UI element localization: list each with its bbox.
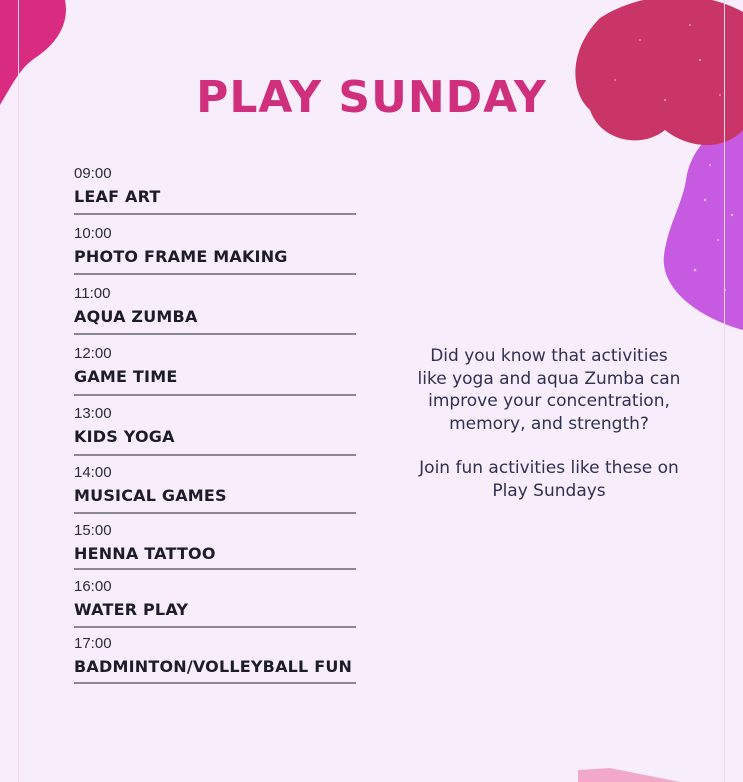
schedule-item bbox=[74, 522, 356, 570]
page-title: PLAY SUNDAY bbox=[196, 72, 547, 123]
schedule-time: 16:00 bbox=[74, 578, 112, 595]
schedule-time: 17:00 bbox=[74, 635, 112, 652]
schedule-item bbox=[74, 345, 356, 396]
info-callout: Join fun activities like these on Play Sundays bbox=[419, 458, 679, 501]
schedule-item bbox=[74, 405, 356, 456]
schedule-activity: LEAF ART bbox=[74, 187, 161, 206]
schedule-activity: AQUA ZUMBA bbox=[74, 307, 198, 326]
schedule-time: 11:00 bbox=[74, 285, 111, 302]
schedule-activity: HENNA TATTOO bbox=[74, 544, 216, 563]
schedule-item bbox=[74, 464, 356, 514]
pink-corner-shape bbox=[578, 768, 680, 782]
info-paragraph: Did you know that activities like yoga and aqua Zumba can improve your concentration, memory, and strength? bbox=[417, 346, 681, 434]
schedule-time: 10:00 bbox=[74, 225, 112, 242]
schedule-time: 15:00 bbox=[74, 522, 112, 539]
schedule-item bbox=[74, 285, 356, 335]
schedule-item bbox=[74, 225, 356, 275]
info-box bbox=[414, 345, 684, 502]
schedule-activity: KIDS YOGA bbox=[74, 427, 175, 446]
schedule-item bbox=[74, 165, 356, 215]
schedule-activity: PHOTO FRAME MAKING bbox=[74, 247, 288, 266]
schedule-time: 13:00 bbox=[74, 405, 112, 422]
schedule-item bbox=[74, 635, 356, 684]
schedule-activity: WATER PLAY bbox=[74, 600, 189, 619]
schedule-time: 12:00 bbox=[74, 345, 112, 362]
schedule-item bbox=[74, 578, 356, 628]
schedule-activity: BADMINTON/VOLLEYBALL FUN bbox=[74, 657, 353, 676]
schedule-activity: GAME TIME bbox=[74, 367, 178, 386]
schedule-time: 14:00 bbox=[74, 464, 112, 481]
purple-blob-right bbox=[664, 125, 743, 330]
schedule-time: 09:00 bbox=[74, 165, 112, 182]
schedule-activity: MUSICAL GAMES bbox=[74, 486, 227, 505]
